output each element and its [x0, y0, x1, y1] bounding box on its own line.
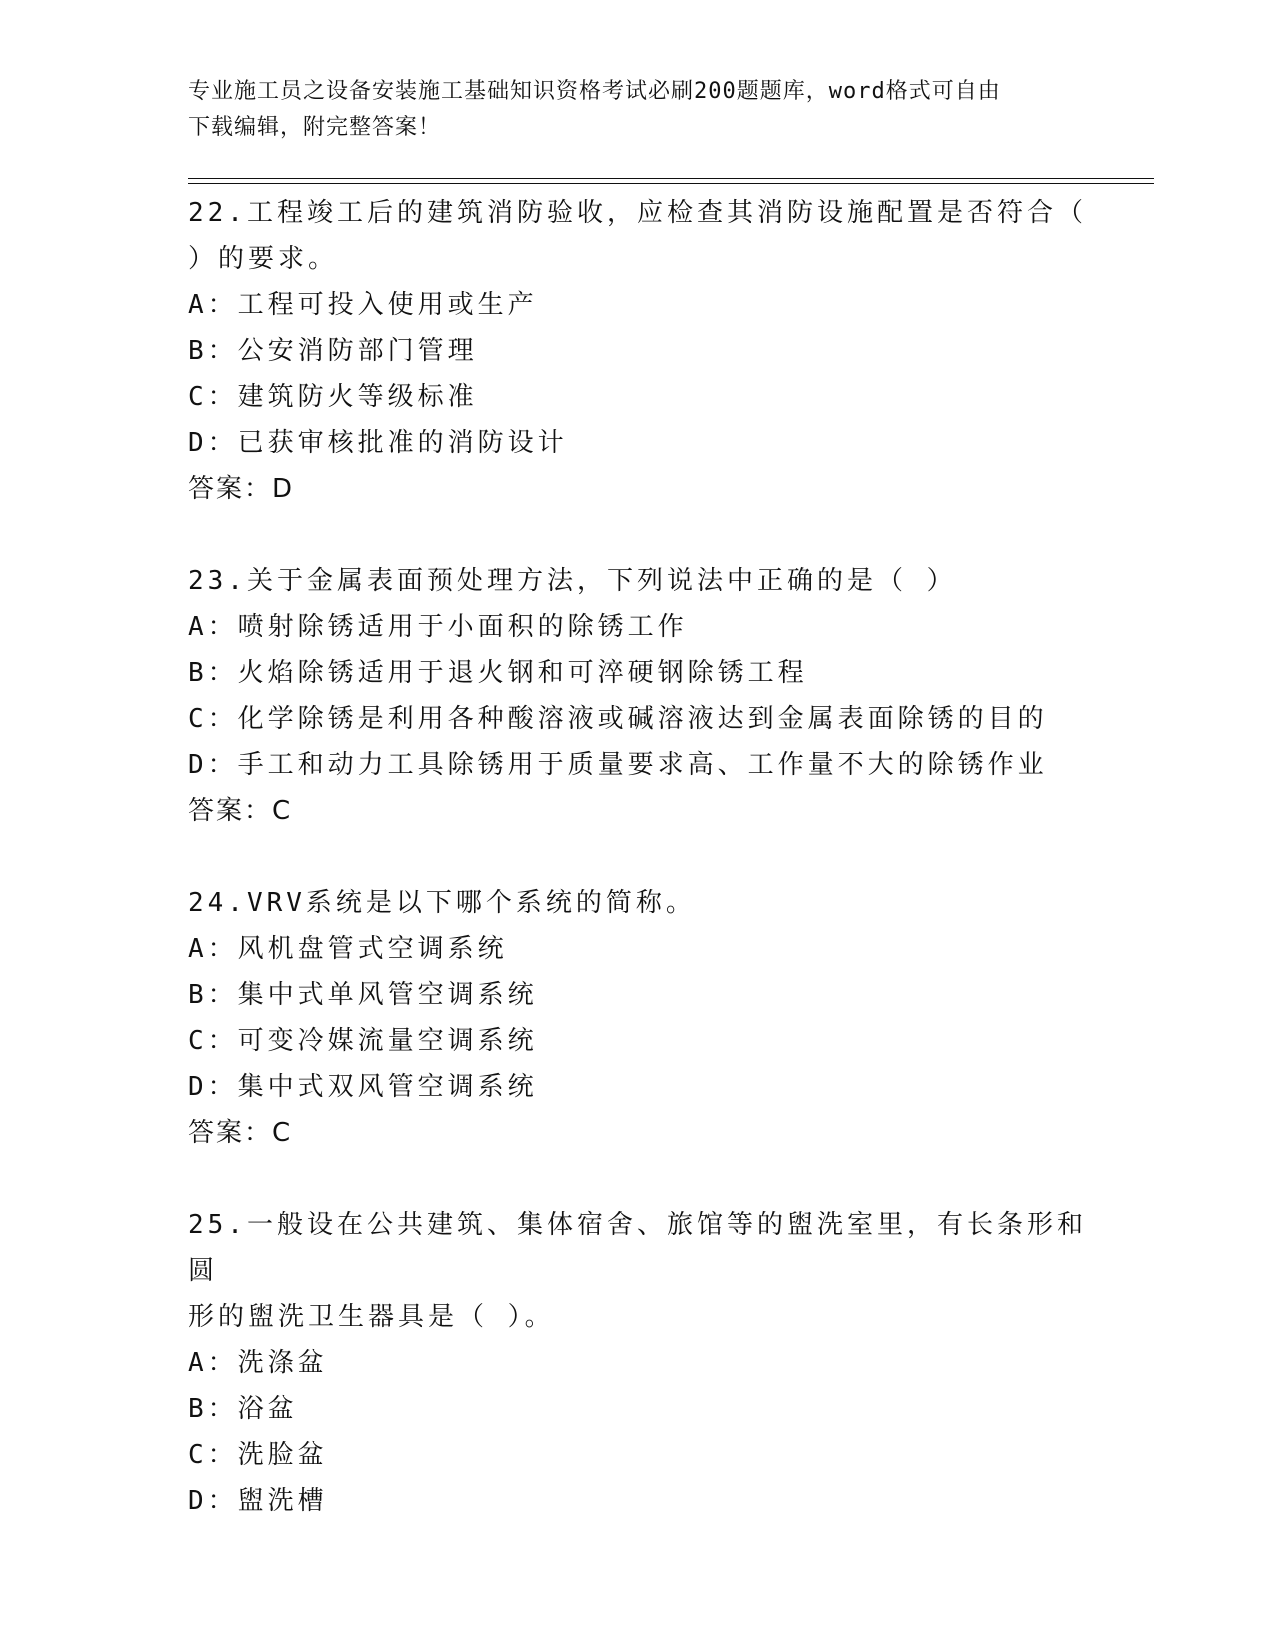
- question-spacer: [188, 512, 1088, 558]
- question-list: [188, 190, 1088, 1524]
- option-a: A：喷射除锈适用于小面积的除锈工作: [188, 612, 688, 642]
- answer: 答案：D: [188, 474, 295, 504]
- header-line-1: 专业施工员之设备安装施工基础知识资格考试必刷200题题库，word格式可自由: [188, 79, 1001, 104]
- question-stem-continued: ）的要求。: [188, 244, 339, 274]
- option-b: B：火焰除锈适用于退火钢和可淬硬钢除锈工程: [188, 658, 808, 688]
- option-a: A：洗涤盆: [188, 1348, 328, 1378]
- option-c: C：可变冷媒流量空调系统: [188, 1026, 538, 1056]
- question-stem-continued: 形的盥洗卫生器具是（ ）。: [188, 1302, 555, 1332]
- question-22: [188, 190, 1088, 512]
- question-stem: 23.关于金属表面预处理方法，下列说法中正确的是（ ）: [188, 566, 957, 596]
- option-d: D：手工和动力工具除锈用于质量要求高、工作量不大的除锈作业: [188, 750, 1048, 780]
- header-divider-top: [188, 178, 1154, 179]
- option-b: B：浴盆: [188, 1394, 298, 1424]
- question-spacer: [188, 834, 1088, 880]
- header-line-2: 下载编辑，附完整答案！: [188, 115, 442, 140]
- option-d: D：盥洗槽: [188, 1486, 328, 1516]
- question-stem: 22.工程竣工后的建筑消防验收，应检查其消防设施配置是否符合（: [188, 198, 1087, 228]
- question-23: [188, 558, 1088, 834]
- document-header: [188, 74, 1088, 146]
- option-a: A：工程可投入使用或生产: [188, 290, 538, 320]
- question-25: [188, 1202, 1088, 1524]
- option-c: C：建筑防火等级标准: [188, 382, 478, 412]
- answer: 答案：C: [188, 796, 293, 826]
- option-d: D：集中式双风管空调系统: [188, 1072, 538, 1102]
- question-24: [188, 880, 1088, 1156]
- option-d: D：已获审核批准的消防设计: [188, 428, 568, 458]
- answer: 答案：C: [188, 1118, 293, 1148]
- option-a: A：风机盘管式空调系统: [188, 934, 508, 964]
- question-spacer: [188, 1156, 1088, 1202]
- question-stem: 25.一般设在公共建筑、集体宿舍、旅馆等的盥洗室里，有长条形和圆: [188, 1210, 1087, 1286]
- option-b: B：公安消防部门管理: [188, 336, 478, 366]
- option-b: B：集中式单风管空调系统: [188, 980, 538, 1010]
- header-divider-bottom: [188, 183, 1154, 184]
- question-stem: 24.VRV系统是以下哪个系统的简称。: [188, 888, 696, 918]
- option-c: C：洗脸盆: [188, 1440, 328, 1470]
- option-c: C：化学除锈是利用各种酸溶液或碱溶液达到金属表面除锈的目的: [188, 704, 1048, 734]
